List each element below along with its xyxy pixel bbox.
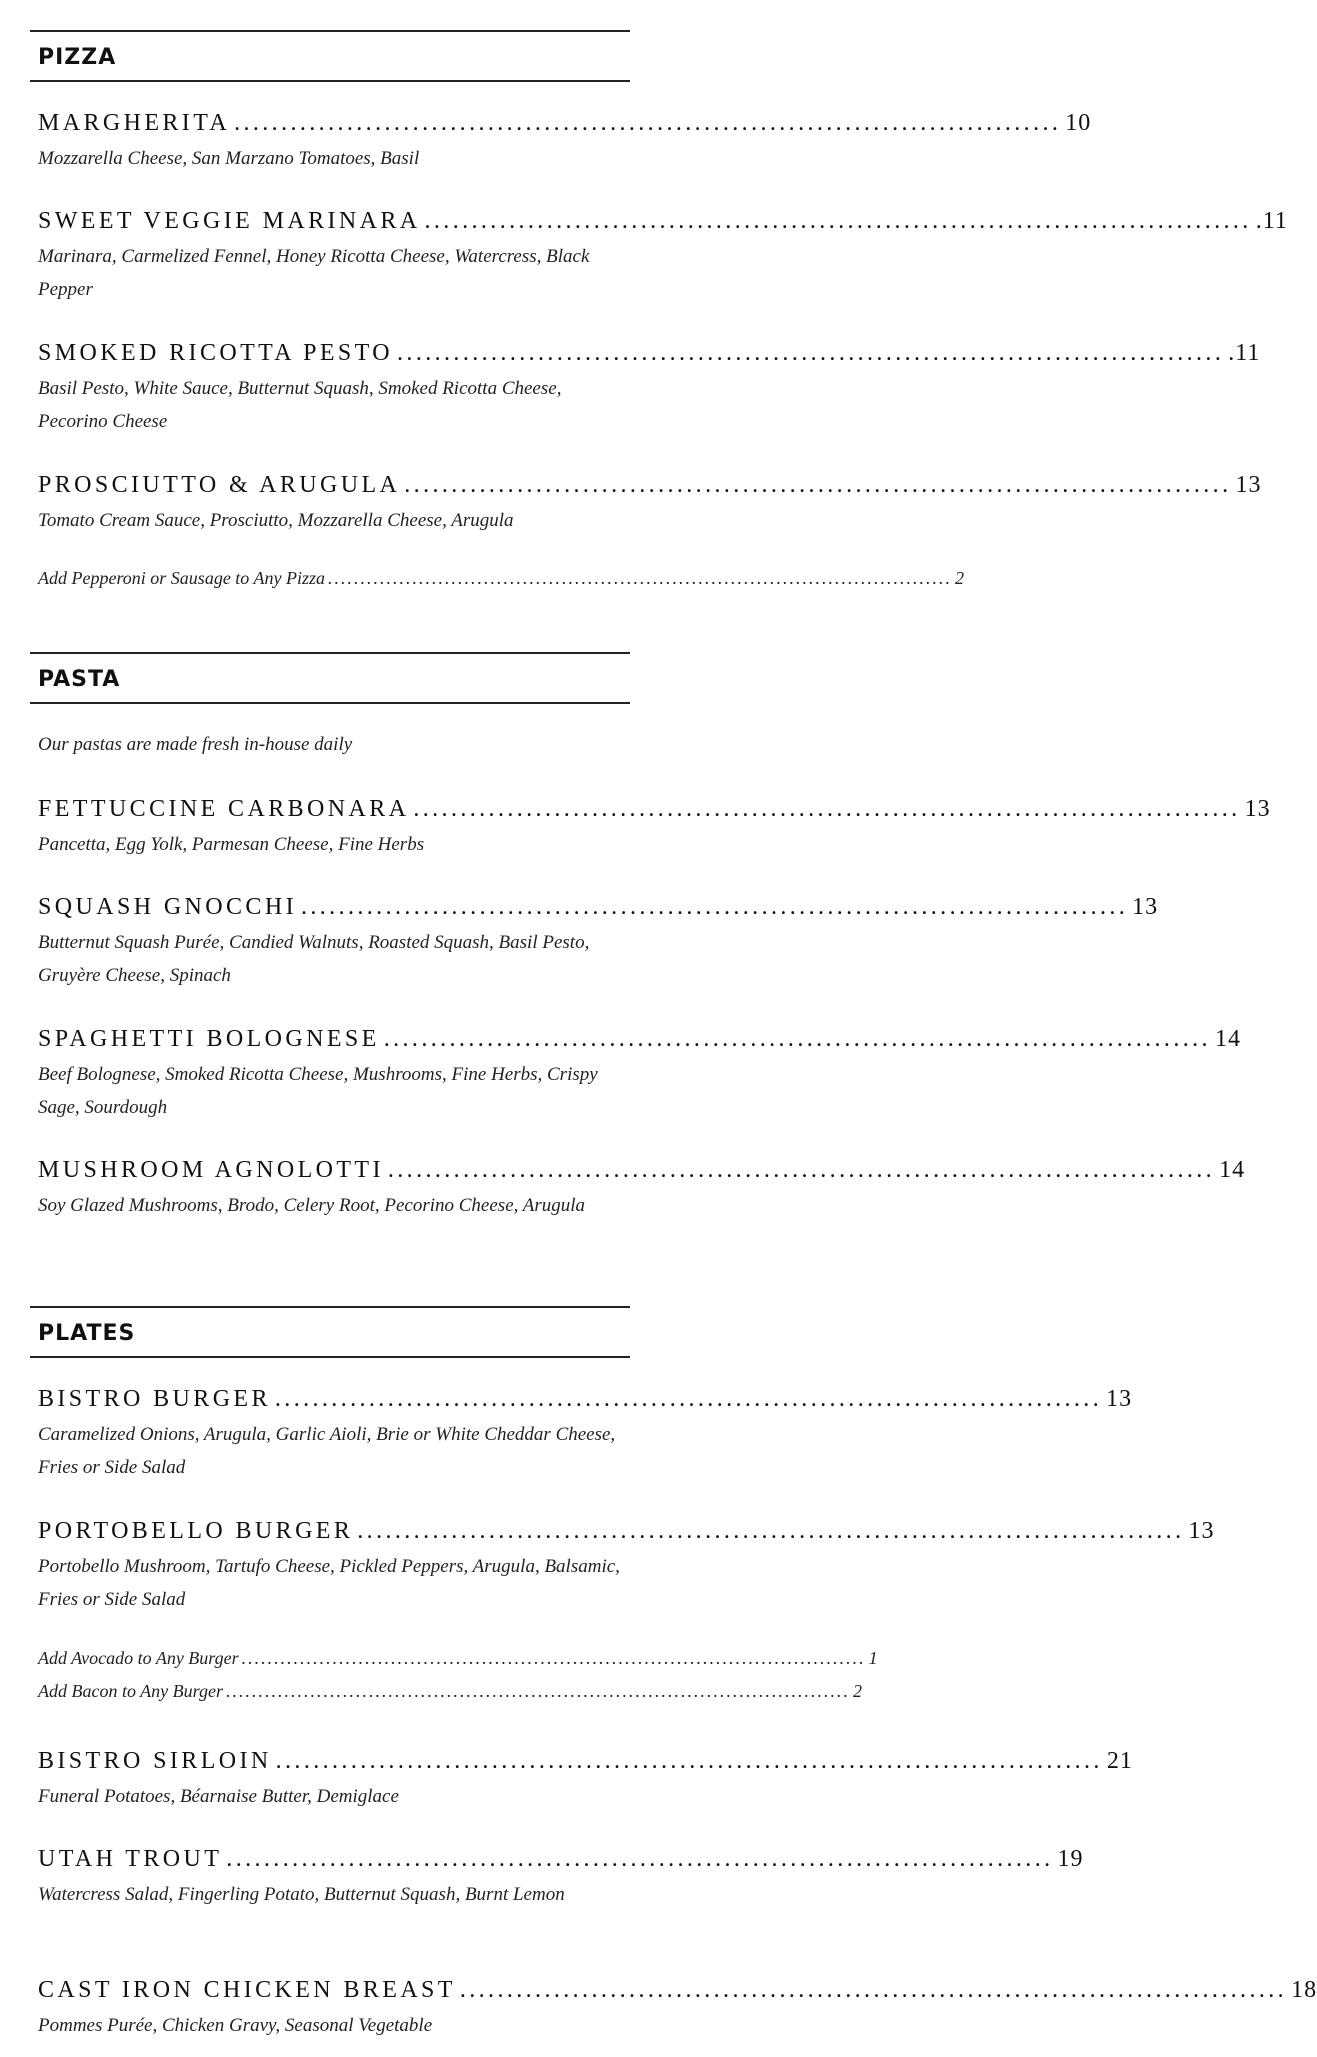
menu-item-utah-trout: UTAH TROUT ........................................................................................ 19 Watercress Salad, Fingerling Potato, Butternut Squash, Burnt Lemon	[38, 1846, 628, 1911]
section-title-plates: PLATES	[38, 1321, 136, 1346]
item-description: Portobello Mushroom, Tartufo Cheese, Pickled Peppers, Arugula, Balsamic, Fries or Side Salad	[38, 1556, 620, 1610]
item-name: FETTUCCINE CARBONARA	[38, 796, 410, 822]
section-header-pizza	[30, 30, 630, 82]
section-title-pizza: PIZZA	[38, 45, 117, 70]
item-price: 13	[1188, 1518, 1215, 1544]
item-description: Caramelized Onions, Arugula, Garlic Aioli, Brie or White Cheddar Cheese, Fries or Side Salad	[38, 1424, 616, 1478]
item-description: Butternut Squash Purée, Candied Walnuts, Roasted Squash, Basil Pesto, Gruyère Cheese, Spinach	[38, 932, 590, 986]
burger-addon-bacon: Add Bacon to Any Burger ................................................................................................ 2	[38, 1681, 862, 1701]
menu-item-bistro-burger: BISTRO BURGER ........................................................................................ 13 Caramelized Onions, Arugula, Garlic Aioli, Brie or White Cheddar Cheese, Fries or Side Salad	[38, 1386, 628, 1484]
addon-price: 2	[852, 1681, 862, 1701]
item-price: 13	[1132, 894, 1159, 920]
item-name: BISTRO SIRLOIN	[38, 1748, 272, 1774]
item-price: 13	[1235, 472, 1262, 498]
item-price: 14	[1214, 1026, 1241, 1052]
item-description: Pommes Purée, Chicken Gravy, Seasonal Vegetable	[38, 2015, 433, 2036]
menu-item-portobello-burger: PORTOBELLO BURGER ........................................................................................ 13 Portobello Mushroom, Tartufo Cheese, Pickled Peppers, Arugula, Balsamic, Fries or Side Salad	[38, 1518, 628, 1616]
item-name: SWEET VEGGIE MARINARA	[38, 208, 421, 234]
menu-item-bistro-sirloin: BISTRO SIRLOIN ........................................................................................ 21 Funeral Potatoes, Béarnaise Butter, Demiglace	[38, 1748, 628, 1813]
item-name: SPAGHETTI BOLOGNESE	[38, 1026, 380, 1052]
item-price: 13	[1244, 796, 1271, 822]
menu-item-spaghetti-bolognese: SPAGHETTI BOLOGNESE ........................................................................................ 14 Beef Bolognese, Smoked Ricotta Cheese, Mushrooms, Fine Herbs, Crispy Sage, Sourdough	[38, 1026, 628, 1124]
item-name: PROSCIUTTO & ARUGULA	[38, 472, 401, 498]
section-title-pasta: PASTA	[38, 667, 121, 692]
item-description: Marinara, Carmelized Fennel, Honey Ricotta Cheese, Watercress, Black Pepper	[38, 246, 590, 300]
menu-item-mushroom-agnolotti: MUSHROOM AGNOLOTTI ........................................................................................ 14 Soy Glazed Mushrooms, Brodo, Celery Root, Pecorino Cheese, Arugula	[38, 1157, 628, 1222]
pasta-note	[38, 734, 628, 756]
item-name: PORTOBELLO BURGER	[38, 1518, 354, 1544]
section-header-pasta	[30, 652, 630, 704]
item-name: SMOKED RICOTTA PESTO	[38, 340, 394, 366]
item-description: Watercress Salad, Fingerling Potato, Butternut Squash, Burnt Lemon	[38, 1884, 565, 1905]
item-name: SQUASH GNOCCHI	[38, 894, 297, 920]
item-price: 13	[1106, 1386, 1133, 1412]
item-description: Tomato Cream Sauce, Prosciutto, Mozzarella Cheese, Arugula	[38, 510, 514, 531]
item-price: 18	[1291, 1977, 1317, 2003]
item-name: BISTRO BURGER	[38, 1386, 271, 1412]
addon-price: 2	[954, 568, 964, 588]
addon-label: Add Avocado to Any Burger	[38, 1648, 239, 1668]
burger-addon-avocado: Add Avocado to Any Burger ................................................................................................ 1	[38, 1648, 878, 1668]
menu-item-sweet-veggie-marinara: SWEET VEGGIE MARINARA ........................................................................................ .11 Marinara, Carmelized Fennel, Honey Ricotta Cheese, Watercress, Black Pepper	[38, 208, 628, 306]
menu-item-prosciutto-arugula: PROSCIUTTO & ARUGULA ........................................................................................ 13 Tomato Cream Sauce, Prosciutto, Mozzarella Cheese, Arugula	[38, 472, 628, 537]
item-name: MARGHERITA	[38, 110, 231, 136]
item-description: Soy Glazed Mushrooms, Brodo, Celery Root, Pecorino Cheese, Arugula	[38, 1195, 586, 1216]
menu-item-squash-gnocchi: SQUASH GNOCCHI ........................................................................................ 13 Butternut Squash Purée, Candied Walnuts, Roasted Squash, Basil Pesto, Gruyère Cheese, Spinach	[38, 894, 628, 992]
addon-price: 1	[868, 1648, 878, 1668]
item-price: 14	[1219, 1157, 1246, 1183]
menu-item-fettuccine-carbonara: FETTUCCINE CARBONARA ........................................................................................ 13 Pancetta, Egg Yolk, Parmesan Cheese, Fine Herbs	[38, 796, 628, 861]
addon-label: Add Pepperoni or Sausage to Any Pizza	[38, 568, 325, 588]
menu-item-smoked-ricotta-pesto: SMOKED RICOTTA PESTO ........................................................................................ .11 Basil Pesto, White Sauce, Butternut Squash, Smoked Ricotta Cheese, Pecorino Cheese	[38, 340, 628, 438]
item-name: MUSHROOM AGNOLOTTI	[38, 1157, 384, 1183]
item-description: Mozzarella Cheese, San Marzano Tomatoes, Basil	[38, 148, 420, 169]
menu-item-margherita: MARGHERITA ........................................................................................ 10 Mozzarella Cheese, San Marzano Tomatoes, Basil	[38, 110, 628, 175]
item-description: Beef Bolognese, Smoked Ricotta Cheese, Mushrooms, Fine Herbs, Crispy Sage, Sourdough	[38, 1064, 598, 1118]
item-name: UTAH TROUT	[38, 1846, 223, 1872]
menu-item-cast-iron-chicken-breast: CAST IRON CHICKEN BREAST ........................................................................................ 18 Pommes Purée, Chicken Gravy, Seasonal Vegetable	[38, 1977, 628, 2042]
pizza-addon: Add Pepperoni or Sausage to Any Pizza ................................................................................................ 2	[38, 568, 964, 588]
item-description: Basil Pesto, White Sauce, Butternut Squash, Smoked Ricotta Cheese, Pecorino Cheese	[38, 378, 562, 432]
section-header-plates	[30, 1306, 630, 1358]
item-price: 19	[1057, 1846, 1084, 1872]
item-price: 21	[1106, 1748, 1133, 1774]
item-description: Funeral Potatoes, Béarnaise Butter, Demiglace	[38, 1786, 399, 1807]
item-name: CAST IRON CHICKEN BREAST	[38, 1977, 456, 2003]
item-price: 10	[1065, 110, 1092, 136]
item-price: .11	[1228, 340, 1261, 366]
addon-label: Add Bacon to Any Burger	[38, 1681, 223, 1701]
section-note: Our pastas are made fresh in-house daily	[38, 734, 353, 755]
item-price: .11	[1255, 208, 1288, 234]
item-description: Pancetta, Egg Yolk, Parmesan Cheese, Fine Herbs	[38, 834, 425, 855]
